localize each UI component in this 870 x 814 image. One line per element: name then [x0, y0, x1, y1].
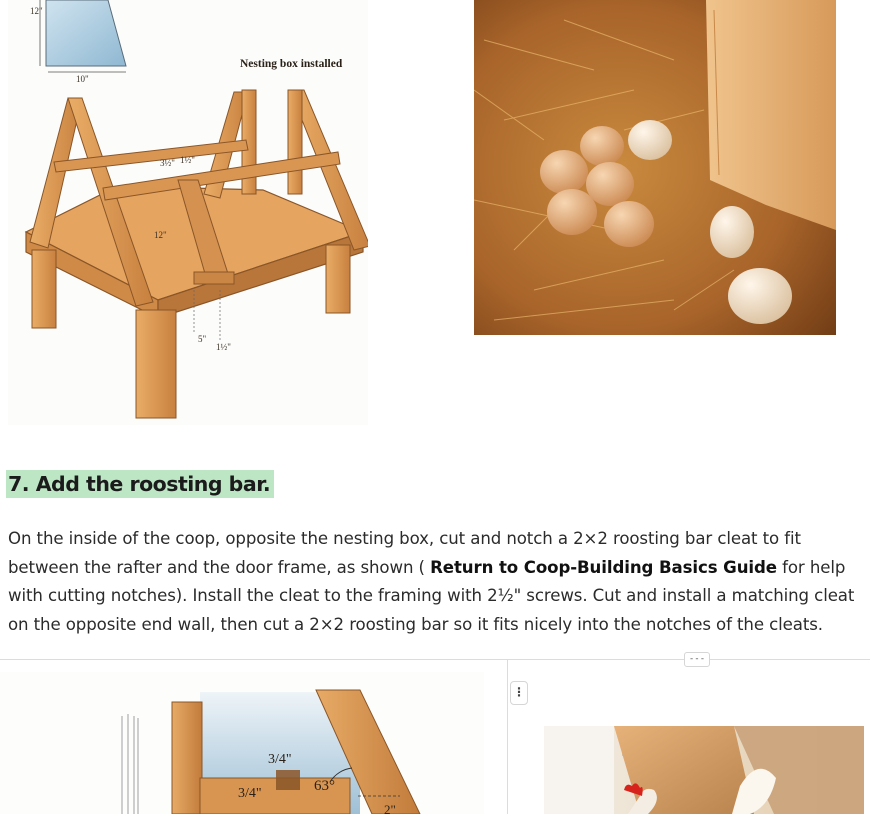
dim-right: 2"	[384, 802, 396, 814]
drag-handle-icon[interactable]: ⋮	[510, 681, 528, 705]
dim-height: 12"	[30, 6, 43, 16]
block-divider-left	[0, 659, 508, 660]
eggs-in-straw-photo	[474, 0, 836, 335]
instruction-paragraph	[8, 525, 868, 640]
hens-in-coop-photo	[544, 726, 864, 814]
hens-photo-illustration	[544, 726, 864, 814]
dim-c: 12"	[154, 230, 167, 240]
block-options-button[interactable]: ---	[684, 652, 710, 667]
column-divider[interactable]	[507, 659, 508, 814]
paragraph-text-2: for help with cutting notches). Install the cleat to the framing with 2½" screws. Cut and install a matching cleat on the opposite end wall, then cut a 2×2 roosting bar so it fits nicely into the notches of the cleats.	[8, 557, 855, 635]
paragraph-text-1: On the inside of the coop, opposite the nesting box, cut and notch a 2×2 roosting bar cleat to fit between the rafter and the door frame, as shown (	[8, 529, 801, 577]
roosting-bar-diagram	[0, 672, 484, 814]
coop-basics-guide-link[interactable]: Return to Coop-Building Basics Guide	[430, 557, 777, 577]
dim-d: 5"	[198, 334, 207, 344]
dim-e: 1½"	[216, 342, 231, 352]
dim-a: 3½"	[160, 158, 175, 168]
dim-b: 1½"	[180, 155, 195, 165]
nesting-box-diagram	[8, 0, 368, 425]
dim-top: 3/4"	[268, 752, 292, 767]
dim-side: 3/4"	[238, 786, 262, 801]
dim-width: 10"	[76, 74, 89, 84]
figure-caption: Nesting box installed	[240, 58, 343, 70]
eggs-photo-illustration	[474, 0, 836, 335]
dim-angle: 63°	[314, 778, 335, 794]
section-heading: 7. Add the roosting bar.	[6, 470, 274, 498]
